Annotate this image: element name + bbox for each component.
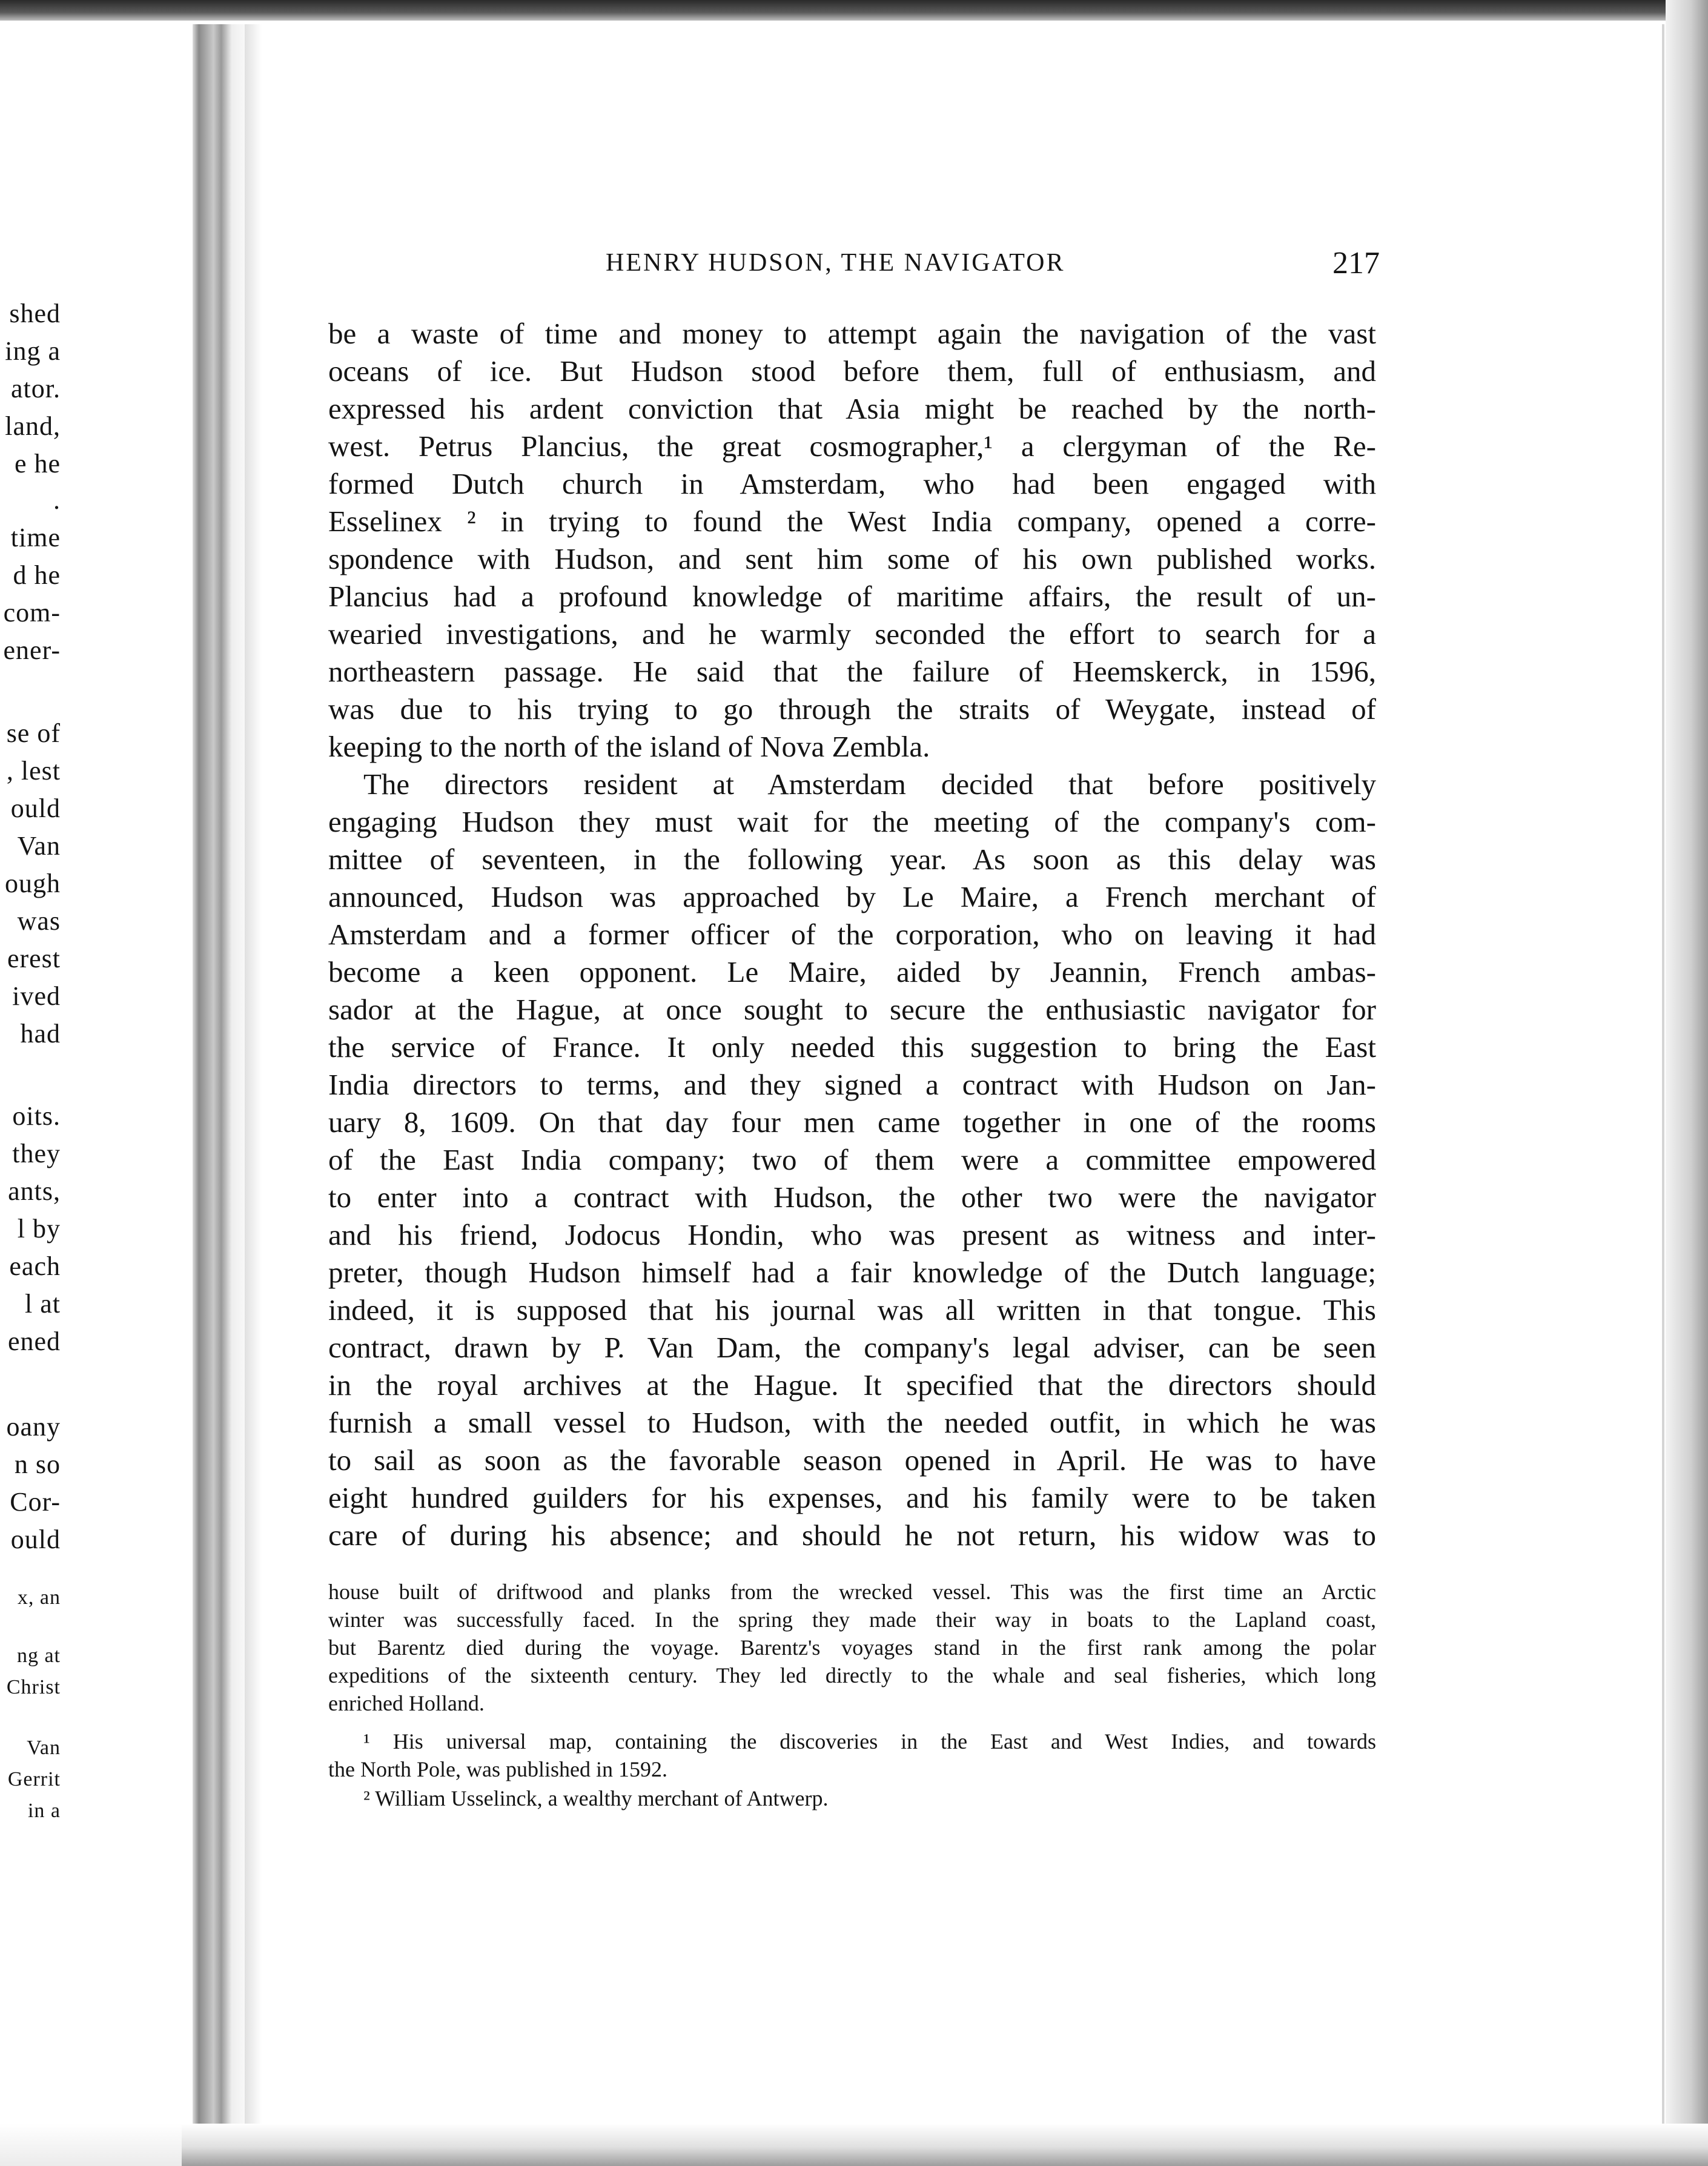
body-line: in the royal archives at the Hague. It specified that the directors should [328, 1368, 1376, 1402]
left-page-fragment: ould [10, 793, 61, 823]
left-page-fragment: , lest [6, 756, 61, 786]
left-page-fragment: time [10, 523, 61, 552]
left-page-fragment: ived [12, 981, 61, 1011]
left-page-fragment: e he [14, 449, 61, 479]
left-page-fragment: shed [9, 299, 61, 328]
left-page-fragment: oany [6, 1412, 61, 1442]
body-line: and his friend, Jodocus Hondin, who was present as witness and inter- [328, 1218, 1376, 1251]
footnote-line: house built of driftwood and planks from the wrecked vessel. This was the first time an Arctic [328, 1580, 1376, 1604]
footnote-line: the North Pole, was published in 1592. [328, 1757, 667, 1781]
scan-bottom-edge-left [0, 2124, 182, 2166]
left-page-footnote-fragment: in a [27, 1800, 61, 1822]
scan-bottom-edge [182, 2124, 1708, 2166]
page-edge-line [1662, 24, 1664, 2144]
left-page-footnote-fragment: Van [27, 1737, 61, 1759]
left-page-fragment: land, [5, 411, 61, 441]
body-line: the service of France. It only needed this suggestion to bring the East [328, 1030, 1376, 1064]
left-page-footnote-fragment: Gerrit [7, 1768, 61, 1790]
scan-top-edge [0, 0, 1708, 21]
gutter-shadow [245, 24, 262, 2166]
left-page-fragment: oits. [12, 1101, 61, 1131]
left-page-fragment: Cor- [10, 1487, 61, 1517]
body-line: announced, Hudson was approached by Le Maire, a French merchant of [328, 880, 1376, 913]
left-page-footnote-fragment: Christ [6, 1676, 61, 1698]
body-line: spondence with Hudson, and sent him some of his own published works. [328, 542, 1376, 575]
left-page-fragment: ould [10, 1525, 61, 1554]
running-head: HENRY HUDSON, THE NAVIGATOR [606, 249, 1065, 277]
left-page-fragment: each [9, 1251, 61, 1281]
left-page-fragment: l at [25, 1289, 61, 1319]
left-page-fragment: . [53, 485, 61, 515]
body-line: to enter into a contract with Hudson, the other two were the navigator [328, 1181, 1376, 1214]
body-line: Plancius had a profound knowledge of maritime affairs, the result of un- [328, 580, 1376, 613]
body-line: The directors resident at Amsterdam decided that before positively [363, 767, 1376, 801]
footnote-line: expeditions of the sixteenth century. They led directly to the whale and seal fisheries, which long [328, 1663, 1376, 1687]
footnote-line: winter was successfully faced. In the spring they made their way in boats to the Lapland coast, [328, 1608, 1376, 1632]
footnote-line: ² William Usselinck, a wealthy merchant of Antwerp. [363, 1786, 829, 1810]
body-line: formed Dutch church in Amsterdam, who had been engaged with [328, 467, 1376, 500]
left-page-fragment: l by [17, 1214, 61, 1244]
body-line: Amsterdam and a former officer of the corporation, who on leaving it had [328, 918, 1376, 951]
body-line: west. Petrus Plancius, the great cosmographer,¹ a clergyman of the Re- [328, 429, 1376, 463]
body-line: indeed, it is supposed that his journal was all written in that tongue. This [328, 1293, 1376, 1326]
body-line: uary 8, 1609. On that day four men came together in one of the rooms [328, 1105, 1376, 1139]
left-page-fragment: ing a [5, 336, 61, 366]
body-line: contract, drawn by P. Van Dam, the company's legal adviser, can be seen [328, 1331, 1376, 1364]
body-line: furnish a small vessel to Hudson, with the needed outfit, in which he was [328, 1406, 1376, 1439]
body-line: expressed his ardent conviction that Asia might be reached by the north- [328, 392, 1376, 425]
left-page-fragment: n so [14, 1449, 61, 1479]
footnote-line: but Barentz died during the voyage. Barentz's voyages stand in the first rank among the polar [328, 1635, 1376, 1660]
left-page-fragment: Van [17, 831, 61, 861]
body-line: engaging Hudson they must wait for the meeting of the company's com- [328, 805, 1376, 838]
body-line: eight hundred guilders for his expenses, and his family were to be taken [328, 1481, 1376, 1514]
body-line: of the East India company; two of them were a committee empowered [328, 1143, 1376, 1176]
body-line: sador at the Hague, at once sought to secure the enthusiastic navigator for [328, 993, 1376, 1026]
page-number: 217 [1332, 246, 1380, 280]
body-line: care of during his absence; and should he not return, his widow was to [328, 1519, 1376, 1552]
footnote-line: enriched Holland. [328, 1691, 485, 1715]
body-line: oceans of ice. But Hudson stood before them, full of enthusiasm, and [328, 354, 1376, 388]
body-line: keeping to the north of the island of Nova Zembla. [328, 730, 930, 763]
left-page-fragment: ened [7, 1326, 61, 1356]
body-line: wearied investigations, and he warmly seconded the effort to search for a [328, 617, 1376, 651]
body-line: to sail as soon as the favorable season opened in April. He was to have [328, 1443, 1376, 1477]
left-page-fragment: com- [3, 598, 61, 628]
book-gutter [193, 24, 245, 2166]
left-page-footnote-fragment: ng at [16, 1644, 61, 1667]
left-page-fragment: erest [7, 944, 61, 973]
body-line: be a waste of time and money to attempt again the navigation of the vast [328, 317, 1376, 350]
body-line: Esselinex ² in trying to found the West India company, opened a corre- [328, 505, 1376, 538]
left-page-fragment: they [12, 1139, 61, 1168]
left-page-fragment: was [17, 906, 61, 936]
left-page-fragment: se of [6, 718, 61, 748]
footnote-line: ¹ His universal map, containing the discoveries in the East and West Indies, and towards [363, 1729, 1376, 1754]
left-page-fragment: ants, [8, 1176, 61, 1206]
left-page-fragment: ener- [3, 635, 61, 665]
left-page [0, 24, 193, 2144]
body-line: was due to his trying to go through the straits of Weygate, instead of [328, 692, 1376, 726]
body-line: become a keen opponent. Le Maire, aided by Jeannin, French ambas- [328, 955, 1376, 989]
left-page-fragment: d he [13, 560, 61, 590]
left-page-fragment: had [20, 1019, 61, 1048]
left-page-fragment: ough [5, 869, 61, 898]
body-line: mittee of seventeen, in the following year. As soon as this delay was [328, 843, 1376, 876]
body-line: preter, though Hudson himself had a fair knowledge of the Dutch language; [328, 1256, 1376, 1289]
scan-right-edge [1666, 0, 1708, 2166]
left-page-fragment: ator. [11, 374, 61, 403]
body-line: northeastern passage. He said that the failure of Heemskerck, in 1596, [328, 655, 1376, 688]
body-line: India directors to terms, and they signed a contract with Hudson on Jan- [328, 1068, 1376, 1101]
left-page-footnote-fragment: x, an [17, 1586, 61, 1609]
